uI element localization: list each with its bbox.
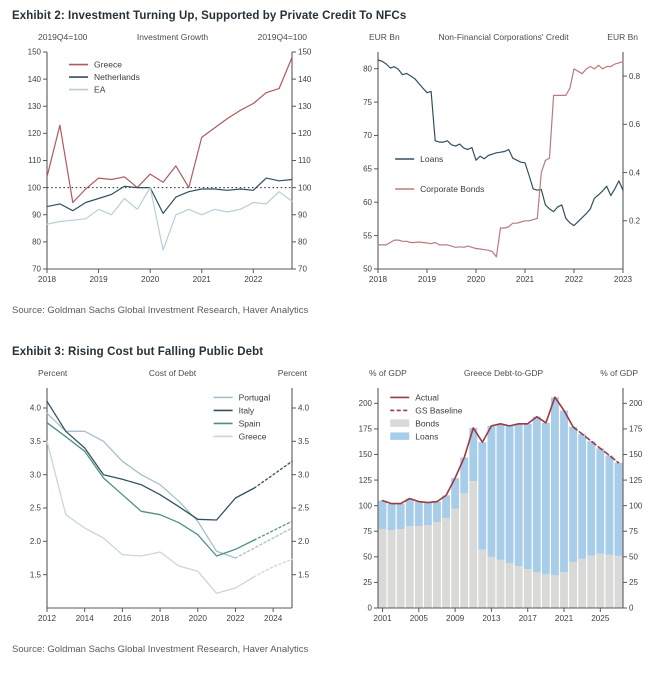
svg-text:70: 70 — [298, 264, 307, 274]
svg-text:2013: 2013 — [482, 614, 501, 623]
svg-text:120: 120 — [27, 129, 41, 139]
exhibit-2 — [10, 10, 640, 316]
svg-text:125: 125 — [358, 475, 372, 485]
svg-text:2020: 2020 — [188, 614, 207, 623]
svg-text:130: 130 — [298, 101, 312, 111]
svg-text:2022: 2022 — [564, 275, 584, 284]
y-axis-unit-right: EUR Bn — [607, 32, 638, 42]
exhibit-3-title: Exhibit 3: Rising Cost but Falling Public Debt — [12, 346, 264, 358]
svg-text:140: 140 — [27, 74, 41, 84]
svg-text:2016: 2016 — [113, 614, 132, 623]
svg-text:2020: 2020 — [466, 275, 486, 284]
svg-text:1.5: 1.5 — [29, 570, 41, 580]
svg-text:2018: 2018 — [150, 614, 170, 623]
svg-text:0.8: 0.8 — [629, 71, 641, 81]
svg-text:2021: 2021 — [515, 275, 535, 284]
svg-text:2.5: 2.5 — [29, 503, 41, 513]
svg-text:Netherlands: Netherlands — [94, 72, 140, 83]
svg-text:2024: 2024 — [264, 614, 283, 623]
svg-text:175: 175 — [358, 424, 372, 434]
svg-text:2019: 2019 — [89, 275, 108, 284]
svg-text:2019: 2019 — [417, 275, 437, 284]
svg-text:2017: 2017 — [518, 614, 537, 623]
svg-text:75: 75 — [363, 97, 372, 107]
svg-text:110: 110 — [28, 156, 41, 166]
svg-text:0: 0 — [629, 603, 634, 613]
svg-text:50: 50 — [363, 552, 372, 562]
chart-title: Investment Growth — [136, 32, 209, 42]
svg-text:2020: 2020 — [141, 275, 160, 284]
svg-text:2005: 2005 — [409, 614, 428, 623]
svg-text:80: 80 — [32, 237, 41, 247]
investment-growth-chart — [10, 43, 329, 293]
svg-text:GS Baseline: GS Baseline — [415, 405, 463, 416]
svg-text:65: 65 — [363, 164, 372, 174]
exhibit-2-title: Exhibit 2: Investment Turning Up, Supported by Private Credit To NFCs — [12, 10, 407, 22]
svg-text:3.5: 3.5 — [29, 437, 41, 447]
svg-text:Italy: Italy — [238, 405, 255, 416]
svg-text:100: 100 — [298, 183, 312, 193]
svg-text:150: 150 — [298, 47, 312, 57]
svg-text:2025: 2025 — [591, 614, 610, 623]
svg-text:200: 200 — [629, 399, 643, 409]
svg-text:120: 120 — [298, 129, 312, 139]
y-axis-unit-left: EUR Bn — [369, 32, 400, 42]
chart-title: Greece Debt-to-GDP — [463, 368, 544, 378]
exhibit-2-charts — [10, 32, 640, 293]
source-note: Source: Goldman Sachs Global Investment Research, Haver Analytics — [12, 644, 309, 655]
source-note: Source: Goldman Sachs Global Investment Research, Haver Analytics — [12, 305, 309, 316]
svg-text:90: 90 — [298, 210, 307, 220]
svg-text:50: 50 — [629, 552, 638, 562]
svg-text:25: 25 — [629, 578, 638, 588]
svg-text:70: 70 — [363, 131, 372, 141]
svg-text:Loans: Loans — [420, 153, 444, 164]
chart-title: Cost of Debt — [148, 368, 197, 378]
svg-text:3.0: 3.0 — [298, 470, 310, 480]
svg-text:0.4: 0.4 — [629, 168, 641, 178]
svg-text:Greece: Greece — [94, 59, 122, 70]
chart-header — [341, 368, 650, 379]
cost-of-debt-figure — [10, 368, 329, 632]
svg-text:200: 200 — [358, 399, 372, 409]
y-axis-unit-right: % of GDP — [600, 368, 638, 378]
y-axis-unit-right: Percent — [277, 368, 307, 378]
svg-text:2022: 2022 — [226, 614, 245, 623]
svg-text:2.0: 2.0 — [298, 537, 310, 547]
svg-text:70: 70 — [32, 264, 41, 274]
chart-title: Non-Financial Corporations' Credit — [438, 32, 569, 42]
svg-text:80: 80 — [363, 64, 372, 74]
cost-of-debt-chart — [10, 379, 329, 632]
investment-growth-figure — [10, 32, 329, 293]
svg-text:100: 100 — [629, 501, 643, 511]
svg-text:60: 60 — [363, 197, 372, 207]
svg-text:100: 100 — [358, 501, 372, 511]
svg-text:Corporate Bonds: Corporate Bonds — [420, 183, 485, 194]
svg-text:2001: 2001 — [373, 614, 392, 623]
svg-text:140: 140 — [298, 74, 312, 84]
svg-text:1.5: 1.5 — [298, 570, 310, 580]
svg-text:2014: 2014 — [75, 614, 94, 623]
svg-text:Loans: Loans — [415, 431, 439, 442]
svg-text:2021: 2021 — [554, 614, 574, 623]
y-axis-unit-left: Percent — [38, 368, 68, 378]
svg-text:75: 75 — [363, 526, 372, 536]
svg-text:150: 150 — [629, 450, 643, 460]
svg-text:0.6: 0.6 — [629, 120, 641, 130]
chart-header — [10, 32, 329, 43]
svg-text:2.5: 2.5 — [298, 503, 310, 513]
svg-text:0.2: 0.2 — [629, 216, 641, 226]
svg-text:125: 125 — [629, 475, 643, 485]
svg-text:3.5: 3.5 — [298, 437, 310, 447]
svg-text:Portugal: Portugal — [238, 392, 271, 403]
svg-text:175: 175 — [629, 424, 643, 434]
nfc-credit-figure — [341, 32, 650, 293]
svg-text:Spain: Spain — [238, 418, 261, 429]
svg-text:130: 130 — [27, 101, 41, 111]
svg-text:100: 100 — [27, 183, 41, 193]
svg-text:50: 50 — [363, 264, 372, 274]
svg-text:EA: EA — [94, 84, 106, 95]
greece-debt-figure — [341, 368, 650, 632]
svg-text:75: 75 — [629, 526, 638, 536]
svg-text:2009: 2009 — [446, 614, 465, 623]
svg-text:2022: 2022 — [244, 275, 263, 284]
svg-text:90: 90 — [32, 210, 41, 220]
exhibit-3-charts — [10, 368, 643, 632]
svg-text:25: 25 — [363, 578, 372, 588]
nfc-credit-chart — [341, 43, 650, 293]
svg-text:55: 55 — [363, 231, 372, 241]
svg-text:4.0: 4.0 — [29, 403, 41, 413]
svg-text:Bonds: Bonds — [415, 418, 440, 429]
svg-text:4.0: 4.0 — [298, 403, 310, 413]
svg-text:110: 110 — [298, 156, 311, 166]
chart-header — [341, 32, 650, 43]
svg-text:2.0: 2.0 — [29, 537, 41, 547]
svg-text:Greece: Greece — [238, 431, 267, 442]
svg-text:150: 150 — [27, 47, 41, 57]
y-axis-unit-right: 2019Q4=100 — [257, 32, 307, 42]
svg-text:Actual: Actual — [415, 392, 439, 403]
svg-text:2021: 2021 — [192, 275, 211, 284]
greece-debt-chart — [341, 379, 650, 632]
exhibit-3 — [10, 346, 643, 655]
chart-header — [10, 368, 329, 379]
svg-text:2018: 2018 — [368, 275, 388, 284]
y-axis-unit-left: 2019Q4=100 — [38, 32, 88, 42]
svg-text:3.0: 3.0 — [29, 470, 41, 480]
svg-text:0: 0 — [367, 603, 372, 613]
svg-text:80: 80 — [298, 237, 307, 247]
svg-text:2018: 2018 — [37, 275, 57, 284]
y-axis-unit-left: % of GDP — [369, 368, 407, 378]
svg-text:2023: 2023 — [613, 275, 633, 284]
svg-text:2012: 2012 — [37, 614, 57, 623]
svg-text:150: 150 — [358, 450, 372, 460]
